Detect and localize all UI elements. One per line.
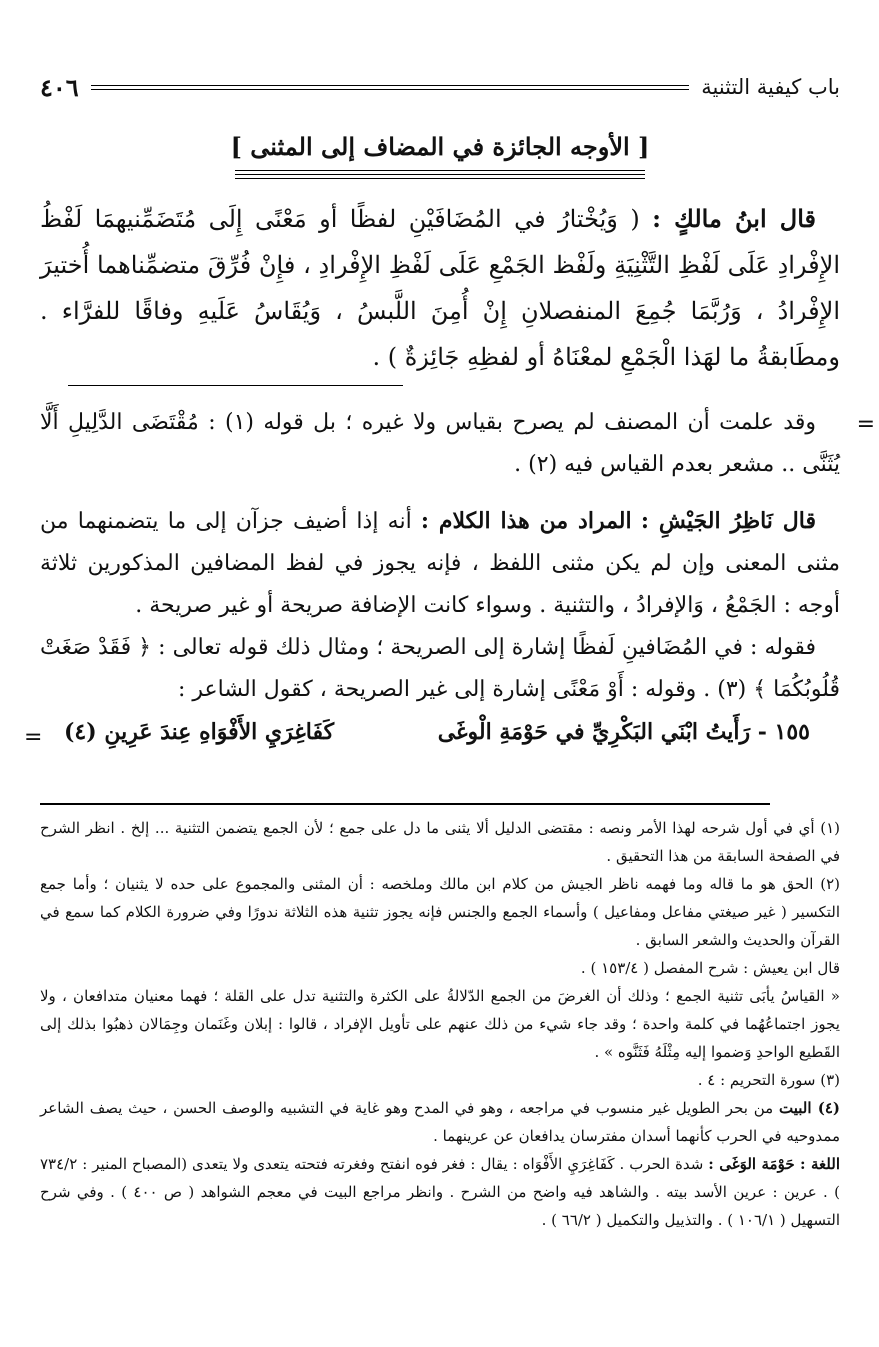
paragraph-1: وقد علمت أن المصنف لم يصرح بقياس ولا غيره ؛ بل قوله (١) : مُقْتَضَى الدَّلِيلِ أَلَّا يُثَنَّى .. مشعر بعدم القياس فيه (٢) . [40, 410, 840, 477]
footnote-1: (١) أي في أول شرحه لهذا الأمر ونصه : مقتضى الدليل ألا يثنى ما دل على جمع ؛ لأن الجمع يتضمن التثنية ... إلخ . انظر الشرح في الصفحة السابقة من هذا التحقيق . [40, 819, 840, 865]
book-page [40, 0, 840, 1347]
verse-line [40, 711, 840, 753]
body-text [40, 196, 840, 753]
footnote-2: (٢) الحق هو ما قاله وما فهمه ناظر الجيش من كلام ابن مالك وملخصه : أن المثنى والمجموع على حده لا يثنيان ؛ وأما جمع التكسير ( غير صيغتي مفاعل ومفاعيل ) وأسماء الجمع والجنس فإنه يجوز تثنية هذه الثلاثة ندورًا وفي ضرورة الكلام كما سمع في القرآن والحديث والشعر السابق . [40, 875, 840, 949]
margin-mark-bottom: = [24, 725, 43, 750]
paragraph-3: فقوله : في المُضَافينِ لَفظًا إشارة إلى الصريحة ؛ ومثال ذلك قوله تعالى : ﴿ فَقَدْ صَغَتْ قُلُوبُكُمَا ﴾ (٣) . وقوله : أَوْ مَعْنًى إشارة إلى غير الصريحة ، كقول الشاعر : [40, 635, 840, 702]
header-rule [91, 85, 690, 90]
footnote-4-text: من بحر الطويل غير منسوب في مراجعه ، وهو في المدح وهو غاية في التشبيه والوصف الحسن ، حيث يصف الشاعر ممدوحيه في الحرب كأنهما أسدان مفترسان يدافعان عن عرينهما . [40, 1099, 840, 1145]
footnote-4-lexicon-lead: اللغة : حَوْمَة الوَغَى : [708, 1155, 840, 1173]
paragraph-2 [40, 500, 840, 627]
verse-first-text: رَأَيتُ ابْنَي البَكْرِيِّ في حَوْمَةِ الْوغَى [437, 719, 751, 745]
margin-mark-top: = [856, 412, 875, 437]
running-header [40, 70, 840, 104]
footnote-rule [40, 803, 770, 805]
verse-number: ١٥٥ - [757, 719, 810, 745]
quote-author: قال ابنُ مالكٍ : [652, 204, 816, 233]
footnote-2-citation: قال ابن يعيش : شرح المفصل ( ١٥٣/٤ ) . [580, 959, 840, 977]
paragraph-2-author: قال نَاظِرُ الجَيْشِ : [640, 508, 816, 534]
footnotes [40, 814, 840, 1234]
paragraph-2-text: أنه إذا أضيف جزآن إلى ما يتضمنهما من مثنى المعنى وإن لم يكن مثنى اللفظ ، فإنه يجوز في لفظ المضافين المذكورين ثلاثة أوجه : الجَمْعُ ، وَالإفرادُ ، والتثنية . وسواء كانت الإضافة صريحة أو غير صريحة . [40, 509, 840, 618]
section-title: [ الأوجه الجائزة في المضاف إلى المثنى ] [230, 132, 650, 161]
page-number: ٤٠٦ [40, 72, 79, 102]
footnote-2-quote: « القياسُ يأبَى تثنية الجمع ؛ وذلك أن الغرضَ من الجمع الدّلالةُ على الكثرة والتثنية تدل على القلة ؛ فهما معنيان متدافعان ، ولا يجوز اجتماعُهُما في كلمة واحدة ؛ وقد جاء شيء من ذلك عنهم على تأويل الإفراد ، قالوا : إبلان وغَنَمان وجِمَالان ذهبُوا بذلك إلى القَطيع الواحدِ وَضموا إليه مِثْلَهُ فَثَنَّوه » . [40, 987, 840, 1061]
verse-first-hemistich [438, 711, 810, 753]
footnote-4-lexicon-text: شدة الحرب . كَفَاغِرَيِ الأَفْوَاه : يقال : فغر فوه انفتح وفغرته فتحته يتعدى ولا يتعدى (المصباح المنير : ٧٣٤/٢ ) . عرين : عرين الأسد بيته . والشاهد فيه واضح من الشرح . وانظر مراجع البيت في معجم الشواهد ( ص ٤٠٠ ) . وفي شرح التسهيل ( ١٠٦/١ ) . والتذييل والتكميل ( ٦٦/٢ ) . [40, 1155, 840, 1229]
quote-underline [68, 385, 403, 386]
ibn-malik-quote [40, 196, 840, 380]
footnote-4-lead: (٤) البيت [778, 1099, 840, 1117]
paragraph-2-lead: المراد من هذا الكلام : [420, 508, 632, 534]
footnote-3: (٣) سورة التحريم : ٤ . [697, 1071, 840, 1089]
quote-text: ( وَيُخْتارُ في المُضَافَيْنِ لفظًا أو مَعْنًى إِلَى مُتَضَمِّنيهمَا لَفْظُ الإِفْرادِ عَلَى لَفْظِ التَّثْنِيَةِ ولَفْظ الجَمْعِ عَلَى لَفْظِ الإِفْرادِ ، فإِنْ فُرِّقَ متضمِّناهما أُختيرَ الإِفْرادُ ، وَرُبَّمَا جُمِعَ المنفصلانِ إِنْ أُمِنَ اللَّبسُ ، وَيُقَاسُ عَلَيهِ وفاقًا للفرَّاء . ومطَابقةُ ما لهَذا الْجَمْعِ لمعْنَاهُ أو لفظِهِ جَائِزةٌ ) . [40, 205, 841, 371]
chapter-title: باب كيفية التثنية [701, 75, 840, 99]
footnote-4-lexicon [40, 1150, 840, 1234]
section-title-rule [235, 170, 645, 182]
verse-second-hemistich: كَفَاغِرَيِ الأَفْوَاهِ عِندَ عَرِينِ (٤) [64, 719, 335, 745]
footnote-4 [40, 1094, 840, 1150]
